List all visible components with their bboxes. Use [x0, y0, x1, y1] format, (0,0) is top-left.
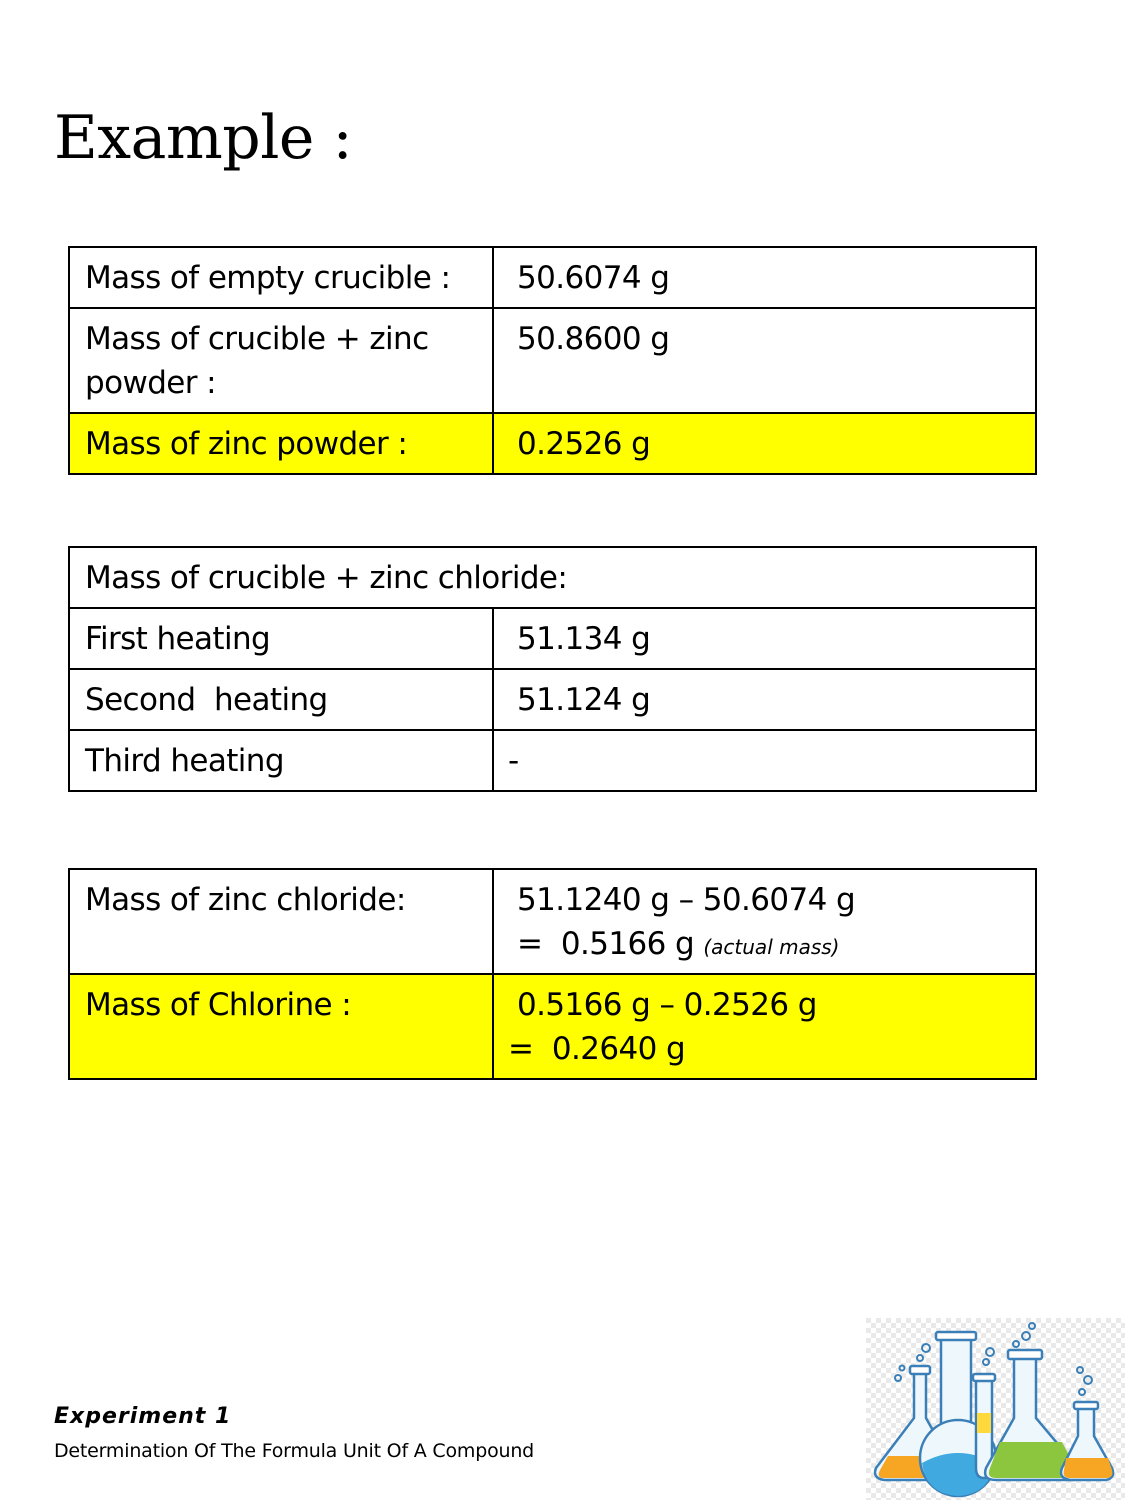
label-cell: Mass of zinc powder :: [69, 413, 493, 474]
value-cell: 50.6074 g: [493, 247, 1036, 308]
table-row-highlighted: [69, 974, 1036, 1079]
value-cell: 51.124 g: [493, 669, 1036, 730]
value-cell: 51.134 g: [493, 608, 1036, 669]
table-row: [69, 308, 1036, 413]
table-row: [69, 869, 1036, 974]
value-cell: 0.2526 g: [493, 413, 1036, 474]
table-row: [69, 669, 1036, 730]
label-cell: Mass of Chlorine :: [69, 974, 493, 1079]
calculation-line: 0.5166 g – 0.2526 g: [517, 987, 817, 1023]
value-cell: -: [493, 730, 1036, 791]
chemistry-flasks-icon: [866, 1318, 1125, 1500]
mass-table-heating: [68, 546, 1037, 792]
label-cell: Mass of crucible + zinc powder :: [69, 308, 493, 413]
label-cell: Mass of zinc chloride:: [69, 869, 493, 974]
table-row: [69, 247, 1036, 308]
label-cell: Third heating: [69, 730, 493, 791]
result-value: = 0.2640 g: [508, 1031, 686, 1067]
experiment-label: Experiment 1: [54, 1404, 232, 1429]
mass-table-zinc: [68, 246, 1037, 475]
table-header-cell: Mass of crucible + zinc chloride:: [69, 547, 1036, 608]
value-cell: 50.8600 g: [493, 308, 1036, 413]
label-cell: Second heating: [69, 669, 493, 730]
table-row: [69, 608, 1036, 669]
result-line: [517, 922, 1021, 969]
label-cell: First heating: [69, 608, 493, 669]
label-cell: Mass of empty crucible :: [69, 247, 493, 308]
table-header-row: [69, 547, 1036, 608]
calculation-line: 51.1240 g – 50.6074 g: [517, 882, 856, 918]
mass-table-chloride: [68, 868, 1037, 1080]
value-cell: [493, 869, 1036, 974]
experiment-subtitle: Determination Of The Formula Unit Of A Compound: [54, 1440, 535, 1462]
table-row: [69, 730, 1036, 791]
table-row-highlighted: [69, 413, 1036, 474]
page-title: Example :: [54, 103, 353, 173]
result-value: = 0.5166 g: [517, 926, 695, 962]
actual-mass-note: (actual mass): [703, 935, 840, 959]
value-cell: [493, 974, 1036, 1079]
